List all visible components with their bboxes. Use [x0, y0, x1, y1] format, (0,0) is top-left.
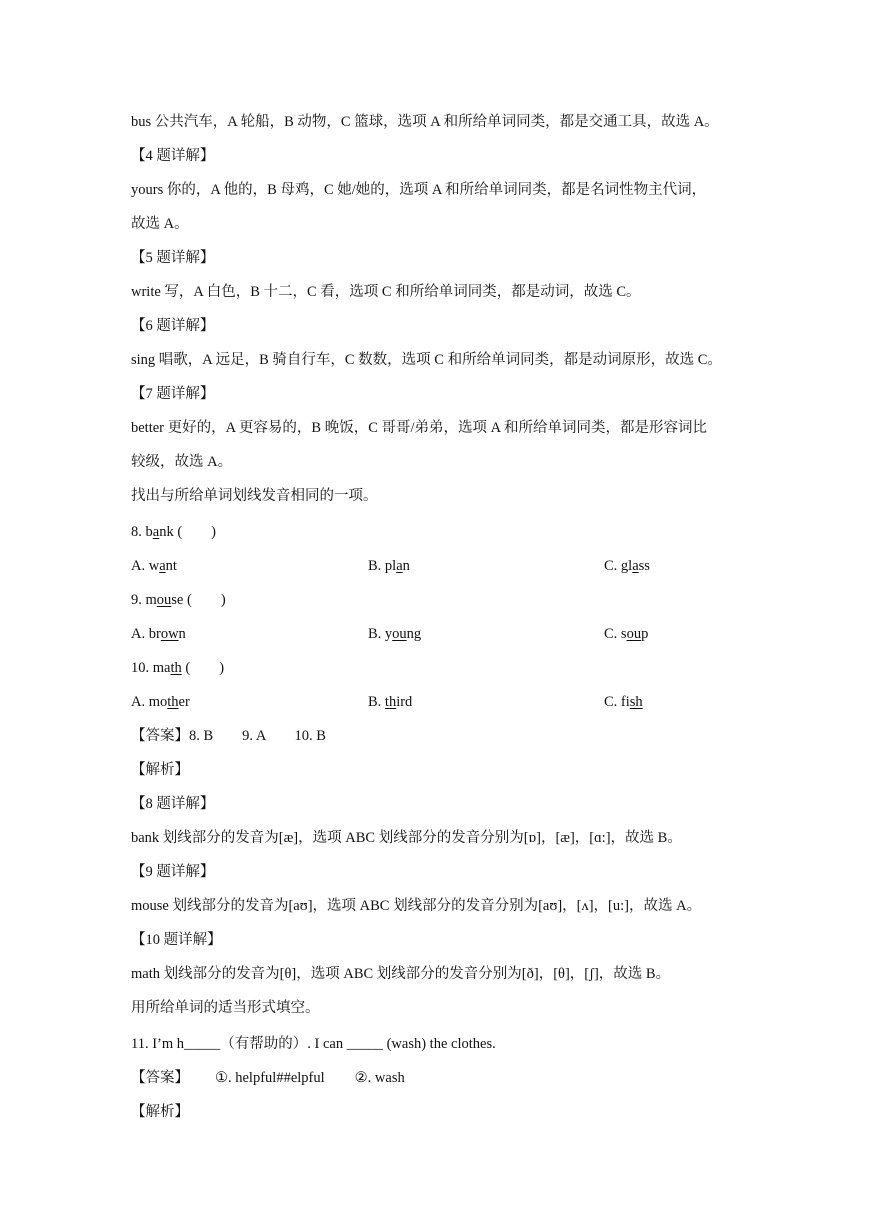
- option-a: A. brown: [131, 626, 186, 642]
- option-c: C. fish: [604, 694, 643, 710]
- answer-key-8-10: 【答案】8. B 9. A 10. B: [131, 728, 326, 744]
- option-b: B. plan: [368, 558, 410, 574]
- heading-analysis-2: 【解析】: [131, 1104, 189, 1120]
- option-c: C. glass: [604, 558, 650, 574]
- paragraph-q4-explanation-2: 故选 A。: [131, 216, 189, 232]
- answer-label: 【答案】: [131, 1070, 189, 1086]
- paragraph-q5-explanation: write 写，A 白色，B 十二，C 看，选项 C 和所给单词同类，都是动词，故选 C。: [131, 284, 641, 300]
- paragraph-q3-explanation: bus 公共汽车，A 轮船，B 动物，C 篮球，选项 A 和所给单词同类，都是交通工具，故选 A。: [131, 114, 719, 130]
- heading-q4-detail: 【4 题详解】: [131, 148, 215, 164]
- option-b: B. young: [368, 626, 422, 642]
- paragraph-q7-explanation-1: better 更好的，A 更容易的，B 晚饭，C 哥哥/弟弟，选项 A 和所给单词同类，都是形容词比: [131, 420, 707, 436]
- paragraph-q7-explanation-2: 较级，故选 A。: [131, 454, 233, 470]
- section-instruction-pronunciation: 找出与所给单词划线发音相同的一项。: [131, 488, 378, 504]
- heading-q10-detail: 【10 题详解】: [131, 932, 222, 948]
- paragraph-q4-explanation-1: yours 你的，A 他的，B 母鸡，C 她/她的，选项 A 和所给单词同类，都是名词性物主代词，: [131, 182, 707, 198]
- option-a: A. mother: [131, 694, 190, 710]
- answer-key-11: [131, 1068, 405, 1088]
- paragraph-q10-explanation: math 划线部分的发音为[θ]，选项 ABC 划线部分的发音分别为[ð]，[θ]，[ʃ]，故选 B。: [131, 966, 671, 982]
- heading-q6-detail: 【6 题详解】: [131, 318, 215, 334]
- paragraph-q9-explanation: mouse 划线部分的发音为[aʊ]，选项 ABC 划线部分的发音分别为[aʊ]，[ʌ]，[u:]，故选 A。: [131, 898, 702, 914]
- paragraph-q6-explanation: sing 唱歌，A 远足，B 骑自行车，C 数数，选项 C 和所给单词同类，都是动词原形，故选 C。: [131, 352, 722, 368]
- option-b: B. third: [368, 694, 413, 710]
- paragraph-q8-explanation: bank 划线部分的发音为[æ]，选项 ABC 划线部分的发音分别为[ɒ]，[æ]，[ɑ:]，故选 B。: [131, 830, 682, 846]
- question-8: 8. bank ( ): [131, 524, 216, 540]
- answer-11-blank-2: ②. wash: [354, 1070, 405, 1086]
- option-a: A. want: [131, 558, 177, 574]
- heading-q7-detail: 【7 题详解】: [131, 386, 215, 402]
- section-instruction-fill-in: 用所给单词的适当形式填空。: [131, 1000, 320, 1016]
- heading-q5-detail: 【5 题详解】: [131, 250, 215, 266]
- heading-q8-detail: 【8 题详解】: [131, 796, 215, 812]
- question-10: 10. math ( ): [131, 660, 225, 676]
- question-11: 11. I’m h_____（有帮助的）. I can _____ (wash) the clothes.: [131, 1036, 496, 1052]
- answer-11-blank-1: ①. helpful##elpful: [215, 1070, 325, 1086]
- heading-analysis: 【解析】: [131, 762, 189, 778]
- heading-q9-detail: 【9 题详解】: [131, 864, 215, 880]
- question-9: 9. mouse ( ): [131, 592, 226, 608]
- option-c: C. soup: [604, 626, 649, 642]
